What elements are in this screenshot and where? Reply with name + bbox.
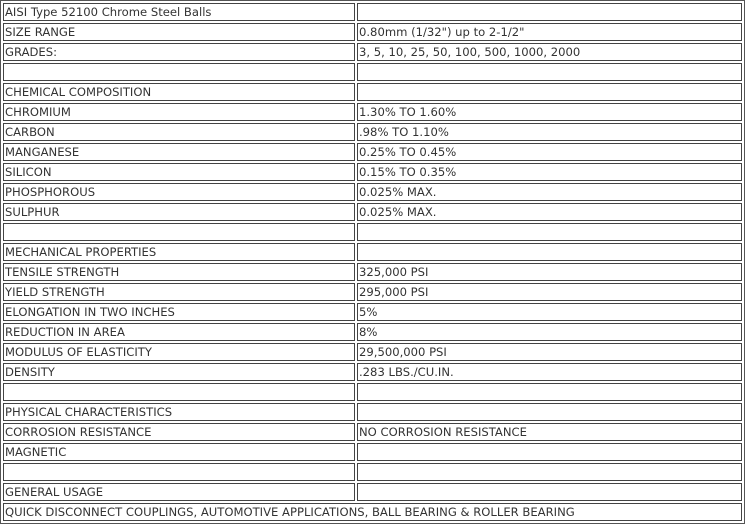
table-row <box>3 303 742 321</box>
row-label <box>3 463 355 481</box>
row-value <box>357 463 742 481</box>
table-row <box>3 223 742 241</box>
row-value: 8% <box>357 323 742 341</box>
row-value: 3, 5, 10, 25, 50, 100, 500, 1000, 2000 <box>357 43 742 61</box>
table-row <box>3 163 742 181</box>
row-value: .283 LBS./CU.IN. <box>357 363 742 381</box>
row-label: MANGANESE <box>3 143 355 161</box>
table-cell-empty <box>357 3 742 21</box>
row-value <box>357 483 742 501</box>
table-row <box>3 443 742 461</box>
row-value <box>357 403 742 421</box>
general-usage-text: QUICK DISCONNECT COUPLINGS, AUTOMOTIVE APPLICATIONS, BALL BEARING & ROLLER BEARING <box>3 503 742 521</box>
row-value <box>357 63 742 81</box>
table-row <box>3 103 742 121</box>
section-heading: CHEMICAL COMPOSITION <box>3 83 355 101</box>
row-value: 325,000 PSI <box>357 263 742 281</box>
row-label: REDUCTION IN AREA <box>3 323 355 341</box>
row-value: 0.025% MAX. <box>357 203 742 221</box>
row-label <box>3 383 355 401</box>
table-row <box>3 263 742 281</box>
row-value: 1.30% TO 1.60% <box>357 103 742 121</box>
row-value: NO CORROSION RESISTANCE <box>357 423 742 441</box>
section-heading: PHYSICAL CHARACTERISTICS <box>3 403 355 421</box>
row-label: CARBON <box>3 123 355 141</box>
table-row <box>3 3 742 21</box>
row-value <box>357 243 742 261</box>
row-label: CHROMIUM <box>3 103 355 121</box>
table-row <box>3 203 742 221</box>
row-label: SIZE RANGE <box>3 23 355 41</box>
table-row <box>3 243 742 261</box>
row-value: 5% <box>357 303 742 321</box>
table-row <box>3 283 742 301</box>
row-label: YIELD STRENGTH <box>3 283 355 301</box>
row-value: 0.25% TO 0.45% <box>357 143 742 161</box>
row-label <box>3 63 355 81</box>
table-title: AISI Type 52100 Chrome Steel Balls <box>3 3 355 21</box>
row-value <box>357 443 742 461</box>
table-row <box>3 423 742 441</box>
row-label: SILICON <box>3 163 355 181</box>
table-row <box>3 363 742 381</box>
row-label: TENSILE STRENGTH <box>3 263 355 281</box>
row-value <box>357 383 742 401</box>
section-heading: GENERAL USAGE <box>3 483 355 501</box>
row-value: 0.80mm (1/32") up to 2-1/2" <box>357 23 742 41</box>
row-value: 0.15% TO 0.35% <box>357 163 742 181</box>
table-row <box>3 23 742 41</box>
table-row <box>3 383 742 401</box>
table-row <box>3 323 742 341</box>
row-value: 0.025% MAX. <box>357 183 742 201</box>
table-row <box>3 343 742 361</box>
row-label: GRADES: <box>3 43 355 61</box>
table-row <box>3 123 742 141</box>
table-row <box>3 63 742 81</box>
table-row <box>3 83 742 101</box>
row-label: MODULUS OF ELASTICITY <box>3 343 355 361</box>
table-row <box>3 503 742 521</box>
row-value <box>357 223 742 241</box>
row-label: PHOSPHOROUS <box>3 183 355 201</box>
row-label: DENSITY <box>3 363 355 381</box>
table-row <box>3 403 742 421</box>
row-label: CORROSION RESISTANCE <box>3 423 355 441</box>
section-heading: MECHANICAL PROPERTIES <box>3 243 355 261</box>
row-value <box>357 83 742 101</box>
table-row <box>3 143 742 161</box>
row-value: 29,500,000 PSI <box>357 343 742 361</box>
row-label: ELONGATION IN TWO INCHES <box>3 303 355 321</box>
row-value: 295,000 PSI <box>357 283 742 301</box>
row-label: MAGNETIC <box>3 443 355 461</box>
table-row <box>3 183 742 201</box>
table-row <box>3 483 742 501</box>
row-label: SULPHUR <box>3 203 355 221</box>
row-label <box>3 223 355 241</box>
table-row <box>3 463 742 481</box>
table-row <box>3 43 742 61</box>
row-value: .98% TO 1.10% <box>357 123 742 141</box>
